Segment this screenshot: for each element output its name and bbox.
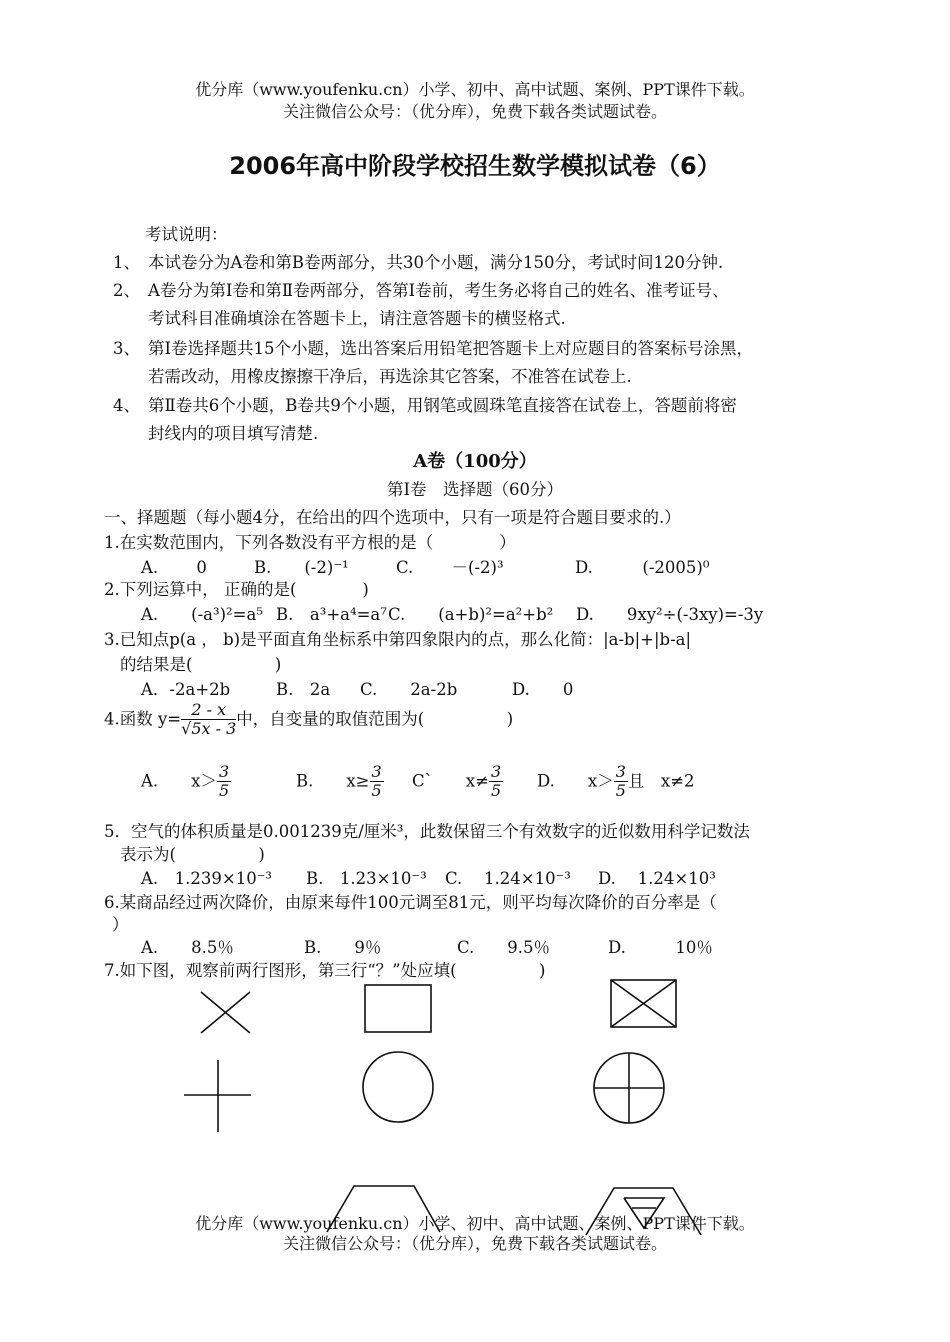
q1-option-a: A. 0 bbox=[141, 558, 207, 577]
rectangle-shape bbox=[365, 985, 431, 1032]
q6-option-d: D. 10％ bbox=[608, 938, 713, 957]
q3-option-d: D. 0 bbox=[512, 680, 574, 699]
q4-stem-prefix: 4.函数 y= bbox=[104, 709, 182, 729]
section-a-heading: A卷（100分） bbox=[413, 451, 537, 472]
q4-fraction-numerator: 2 - x bbox=[181, 701, 236, 720]
q4-option-d-tail: 且 x≠2 bbox=[627, 771, 695, 791]
q6-stem-line-2: ） bbox=[112, 915, 129, 934]
q1-option-d: D. (-2005)⁰ bbox=[575, 558, 710, 577]
instruction-3-line-2: 若需改动，用橡皮擦擦干净后，再选涂其它答案，不准答在试卷上. bbox=[148, 367, 632, 386]
q5-option-c: C. 1.24×10⁻³ bbox=[445, 869, 571, 888]
plus-cross-shape bbox=[184, 1060, 251, 1132]
q6-option-a: A. 8.5％ bbox=[141, 938, 234, 957]
circle-with-plus-shape bbox=[594, 1053, 664, 1123]
instruction-2-line-2: 考试科目准确填涂在答题卡上，请注意答题卡的横竖格式. bbox=[148, 309, 566, 328]
instruction-3-num: 3、 bbox=[113, 339, 140, 358]
fraction-numerator: 3 bbox=[491, 762, 502, 781]
q2-option-d: D. 9xy²÷(-3xy)=-3y bbox=[576, 605, 764, 624]
q4-fraction-denominator: √5x - 3 bbox=[181, 719, 237, 738]
q4-option-a-fraction bbox=[217, 763, 231, 800]
q3-option-a: A．-2a+2b bbox=[141, 680, 231, 699]
q5-option-d: D. 1.24×10³ bbox=[598, 869, 716, 888]
q5-stem-line-1: 5．空气的体积质量是0.001239克/厘米³，此数保留三个有效数字的近似数用科学记数法 bbox=[104, 822, 750, 841]
q4-option-c-label: C` x≠ bbox=[412, 771, 490, 791]
fraction-numerator: 3 bbox=[371, 762, 382, 781]
x-cross-shape bbox=[201, 992, 250, 1033]
q3-stem-line-2: 的结果是( ) bbox=[120, 655, 282, 674]
q6-option-c: C. 9.5％ bbox=[457, 938, 551, 957]
fraction-denominator: 5 bbox=[615, 781, 626, 800]
q4-function-fraction bbox=[181, 701, 236, 738]
fraction-denominator: 5 bbox=[491, 781, 502, 800]
q3-option-b: B. 2a bbox=[276, 680, 331, 699]
q5-option-b: B. 1.23×10⁻³ bbox=[306, 869, 427, 888]
instruction-3-line-1: 第Ⅰ卷选择题共15个小题，选出答案后用铅笔把答题卡上对应题目的答案标号涂黑， bbox=[148, 339, 754, 358]
q4-stem-suffix: 中，自变量的取值范围为( ) bbox=[236, 709, 514, 729]
q1-stem: 1.在实数范围内，下列各数没有平方根的是（ ） bbox=[104, 533, 516, 552]
instruction-4-num: 4、 bbox=[113, 396, 140, 415]
q5-option-a: A. 1.239×10⁻³ bbox=[141, 869, 273, 888]
q6-option-b: B. 9％ bbox=[304, 938, 382, 957]
q1-option-b: B. (-2)⁻¹ bbox=[254, 558, 349, 577]
part-1-instructions: 一、择题题（每小题4分，在给出的四个选项中，只有一项是符合题目要求的.） bbox=[104, 508, 681, 527]
q2-option-a: A. (-a³)²=a⁵ bbox=[141, 605, 263, 624]
footer-line-2: 关注微信公众号：（优分库），免费下载各类试题试卷。 bbox=[282, 1234, 667, 1253]
q4-option-c bbox=[412, 763, 503, 800]
q1-option-c: C. －(-2)³ bbox=[396, 558, 504, 577]
q6-stem-line-1: 6.某商品经过两次降价，由原来每件100元调至81元，则平均每次降价的百分率是（ bbox=[104, 893, 717, 912]
q5-stem-line-2: 表示为( ) bbox=[120, 845, 265, 864]
q4-option-a bbox=[141, 763, 231, 800]
q4-option-b-label: B. x≥ bbox=[296, 771, 370, 791]
q4-option-a-label: A. x＞ bbox=[141, 771, 217, 791]
header-line-1: 优分库（www.youfenku.cn）小学、初中、高中试题、案例、PPT课件下载。 bbox=[195, 80, 755, 99]
q3-stem-line-1: 3.已知点p(a ， b)是平面直角坐标系中第四象限内的点，那么化简：|a-b|+|b-a| bbox=[104, 630, 692, 649]
q2-option-c: C. (a+b)²=a²+b² bbox=[388, 605, 554, 624]
q4-option-d-label: D. x＞ bbox=[537, 771, 614, 791]
q2-stem: 2.下列运算中， 正确的是( ) bbox=[104, 580, 369, 599]
fraction-numerator: 3 bbox=[218, 762, 230, 781]
fraction-denominator: 5 bbox=[218, 781, 230, 800]
header-line-2: 关注微信公众号：（优分库），免费下载各类试题试卷。 bbox=[282, 102, 667, 121]
q4-option-b-fraction bbox=[370, 763, 384, 800]
q3-option-c: C. 2a-2b bbox=[360, 680, 458, 699]
q4-option-b bbox=[296, 763, 384, 800]
instruction-1-num: 1、 bbox=[113, 253, 140, 272]
fraction-denominator: 5 bbox=[371, 781, 382, 800]
q4-stem bbox=[104, 701, 513, 738]
part-1-heading: 第Ⅰ卷 选择题（60分） bbox=[386, 480, 563, 499]
instruction-1-line-1: 本试卷分为A卷和第B卷两部分，共30个小题，满分150分，考试时间120分钟. bbox=[148, 253, 724, 272]
fraction-numerator: 3 bbox=[615, 762, 626, 781]
instruction-4-line-1: 第Ⅱ卷共6个小题，B卷共9个小题，用钢笔或圆珠笔直接答在试卷上，答题前将密 bbox=[148, 396, 737, 415]
page-title: 2006年高中阶段学校招生数学模拟试卷（6） bbox=[229, 152, 721, 180]
q7-stem: 7.如下图，观察前两行图形，第三行“？”处应填( ) bbox=[104, 961, 546, 980]
instructions-heading: 考试说明： bbox=[145, 225, 228, 244]
instruction-4-line-2: 封线内的项目填写清楚. bbox=[148, 424, 319, 443]
instruction-2-line-1: A卷分为第Ⅰ卷和第Ⅱ卷两部分，答第Ⅰ卷前，考生务必将自己的姓名、准考证号、 bbox=[148, 281, 729, 300]
q2-option-b: B. a³+a⁴=a⁷ bbox=[276, 605, 387, 624]
rectangle-with-x-shape bbox=[611, 980, 676, 1027]
q4-option-d bbox=[537, 763, 695, 800]
footer-line-1: 优分库（www.youfenku.cn）小学、初中、高中试题、案例、PPT课件下载。 bbox=[195, 1214, 755, 1233]
q4-option-d-fraction bbox=[614, 763, 628, 800]
q4-option-c-fraction bbox=[489, 763, 503, 800]
circle-shape bbox=[363, 1052, 433, 1122]
instruction-2-num: 2、 bbox=[113, 281, 140, 300]
